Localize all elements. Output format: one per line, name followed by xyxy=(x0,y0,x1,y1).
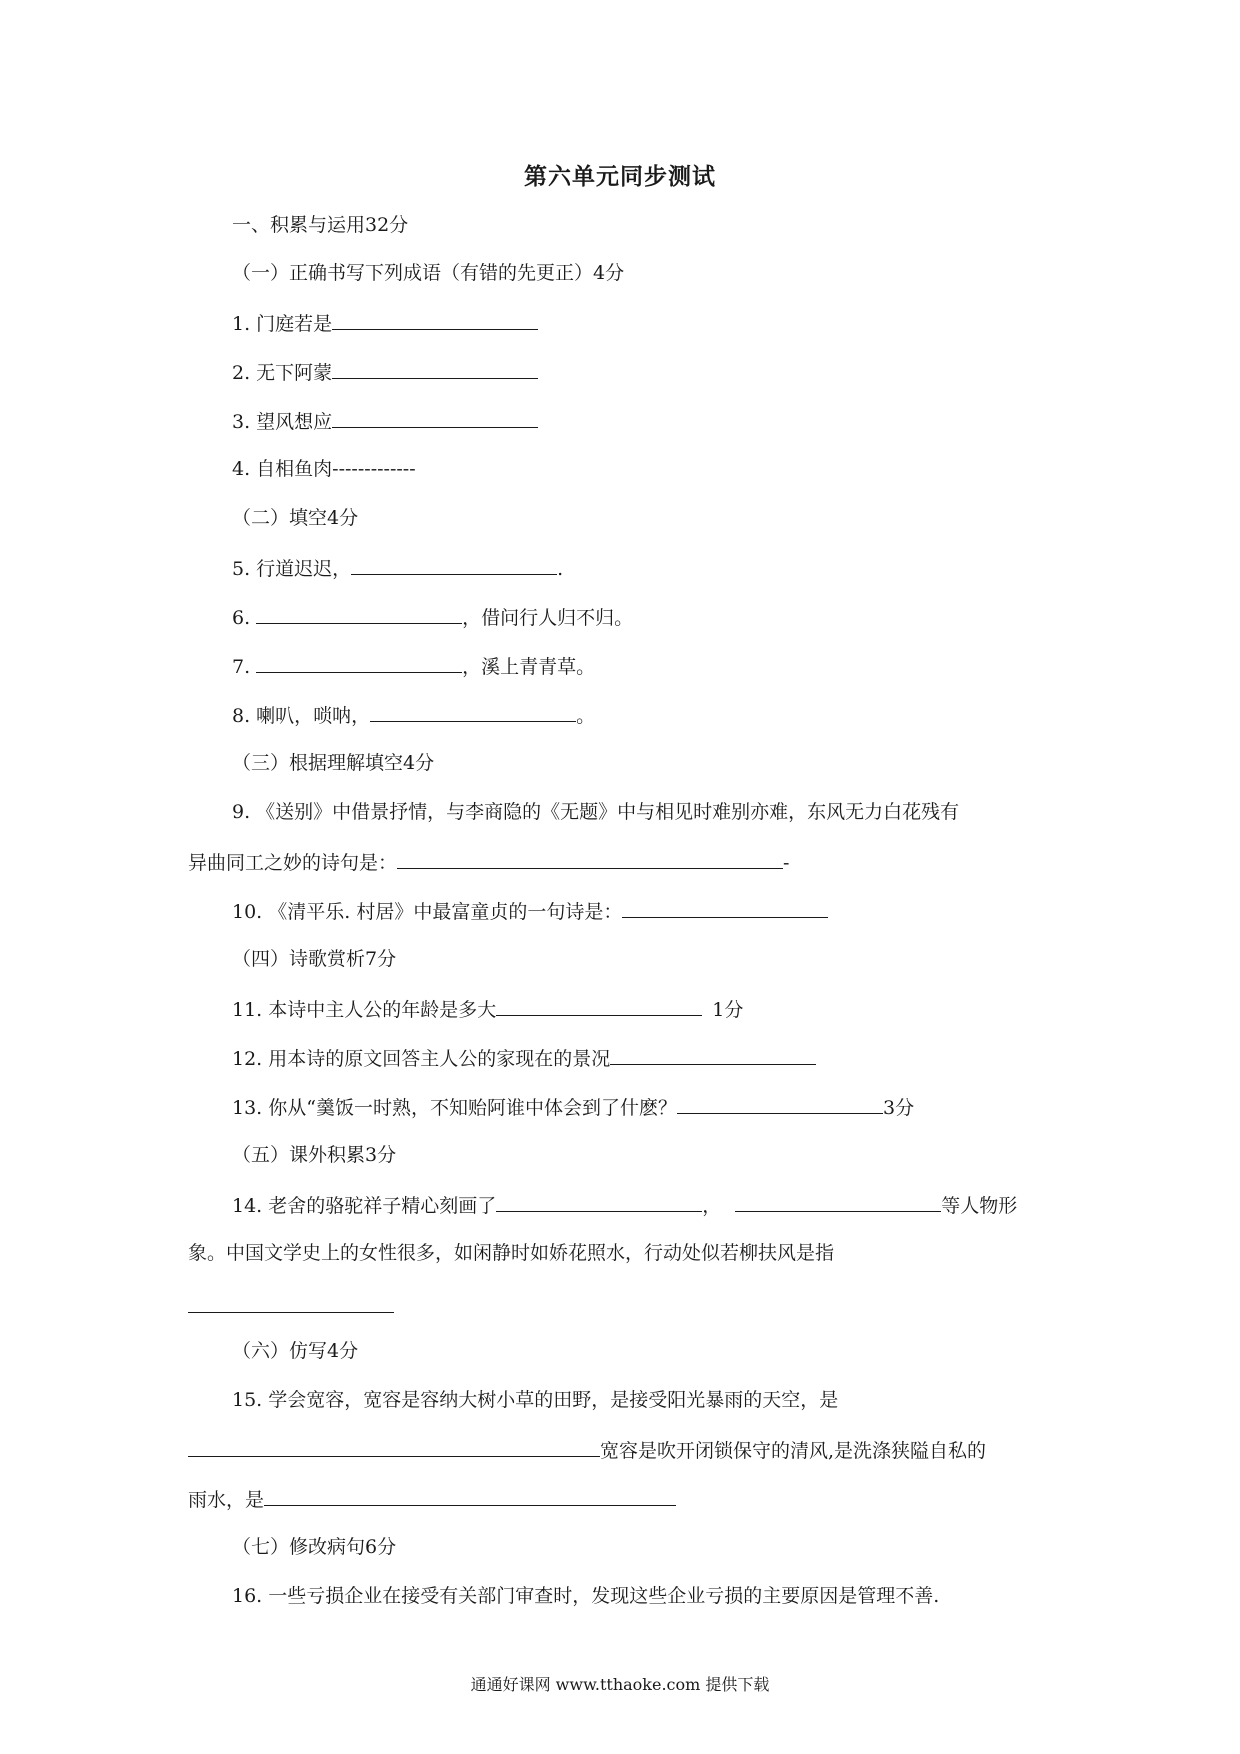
answer-dashes[interactable]: ------------- xyxy=(332,458,416,480)
answer-blank[interactable] xyxy=(496,995,702,1016)
answer-blank[interactable] xyxy=(256,603,462,624)
question-text: 2. 无下阿蒙 xyxy=(232,362,333,384)
question-14-continued: 象。中国文学史上的女性很多，如闲静时如娇花照水，行动处似若柳扶风是指 xyxy=(188,1242,835,1264)
question-16: 16. 一些亏损企业在接受有关部门审查时，发现这些企业亏损的主要原因是管理不善. xyxy=(232,1585,940,1607)
answer-blank[interactable] xyxy=(735,1191,941,1212)
question-4 xyxy=(232,456,416,482)
answer-blank[interactable] xyxy=(332,407,538,428)
subsection-heading: （四）诗歌赏析7分 xyxy=(232,948,397,970)
answer-blank[interactable] xyxy=(610,1044,816,1065)
question-text: 11. 本诗中主人公的年龄是多大 xyxy=(232,999,497,1021)
question-text: ，溪上青青草。 xyxy=(462,656,596,678)
question-10 xyxy=(232,897,828,925)
question-text: ，借问行人归不归。 xyxy=(462,607,634,629)
answer-blank[interactable] xyxy=(677,1093,883,1114)
question-text: . xyxy=(557,558,564,580)
answer-blank[interactable] xyxy=(332,309,538,330)
section-heading: 一、积累与运用32分 xyxy=(232,214,409,236)
question-15-continued xyxy=(188,1485,676,1513)
question-text: 14. 老舍的骆驼祥子精心刻画了 xyxy=(232,1195,497,1217)
question-9: 9. 《送别》中借景抒情，与李商隐的《无题》中与相见时难别亦难，东风无力白花残有 xyxy=(232,801,960,823)
question-text: 。 xyxy=(576,705,596,727)
page-footer: 通通好课网 www.tthaoke.com 提供下载 xyxy=(470,1675,770,1694)
answer-blank[interactable] xyxy=(351,554,557,575)
question-12 xyxy=(232,1044,816,1072)
question-5 xyxy=(232,554,563,582)
answer-blank[interactable] xyxy=(332,358,538,379)
question-text: 等人物形 xyxy=(941,1195,1018,1217)
question-text: - xyxy=(783,852,790,874)
question-text: 5. 行道迟迟， xyxy=(232,558,352,580)
subsection-heading: （六）仿写4分 xyxy=(232,1340,359,1362)
question-1 xyxy=(232,309,538,337)
subsection-heading: （二）填空4分 xyxy=(232,507,359,529)
points-label: 3分 xyxy=(882,1097,915,1119)
question-text: 10. 《清平乐. 村居》中最富童贞的一句诗是： xyxy=(232,901,623,923)
question-9-continued xyxy=(188,848,789,876)
answer-blank[interactable] xyxy=(264,1485,676,1506)
subsection-heading: （三）根据理解填空4分 xyxy=(232,752,435,774)
answer-blank[interactable] xyxy=(496,1191,702,1212)
question-6 xyxy=(232,603,633,631)
question-text: 异曲同工之妙的诗句是： xyxy=(188,852,398,874)
question-8 xyxy=(232,701,595,729)
question-text: 6. xyxy=(232,607,257,629)
question-text: 13. 你从“羹饭一时熟，不知贻阿谁中体会到了什麽？ xyxy=(232,1097,677,1119)
question-text: 8. 喇叭，唢呐， xyxy=(232,705,371,727)
answer-blank[interactable] xyxy=(188,1436,600,1457)
question-2 xyxy=(232,358,538,386)
question-text: ， xyxy=(702,1195,722,1217)
question-14 xyxy=(232,1191,1017,1219)
answer-blank[interactable] xyxy=(622,897,828,918)
subsection-heading: （七）修改病句6分 xyxy=(232,1536,397,1558)
question-text: 4. 自相鱼肉 xyxy=(232,458,333,480)
question-text: 7. xyxy=(232,656,257,678)
question-text: 宽容是吹开闭锁保守的清风,是洗涤狭隘自私的 xyxy=(600,1440,987,1462)
question-text: 雨水，是 xyxy=(188,1489,265,1511)
subsection-heading: （一）正确书写下列成语（有错的先更正）4分 xyxy=(232,262,625,284)
points-label: 1分 xyxy=(712,999,744,1021)
answer-blank[interactable] xyxy=(188,1312,394,1313)
question-text: 3. 望风想应 xyxy=(232,411,333,433)
question-15: 15. 学会宽容，宽容是容纳大树小草的田野，是接受阳光暴雨的天空，是 xyxy=(232,1389,839,1411)
question-3 xyxy=(232,407,538,435)
page-title: 第六单元同步测试 xyxy=(524,164,716,190)
question-11 xyxy=(232,995,743,1023)
question-13 xyxy=(232,1093,914,1121)
question-15-continued xyxy=(188,1436,986,1464)
subsection-heading: （五）课外积累3分 xyxy=(232,1144,397,1166)
question-text: 1. 门庭若是 xyxy=(232,313,333,335)
question-text: 12. 用本诗的原文回答主人公的家现在的景况 xyxy=(232,1048,611,1070)
answer-blank[interactable] xyxy=(256,652,462,673)
answer-blank[interactable] xyxy=(397,848,783,869)
answer-blank[interactable] xyxy=(370,701,576,722)
question-7 xyxy=(232,652,595,680)
